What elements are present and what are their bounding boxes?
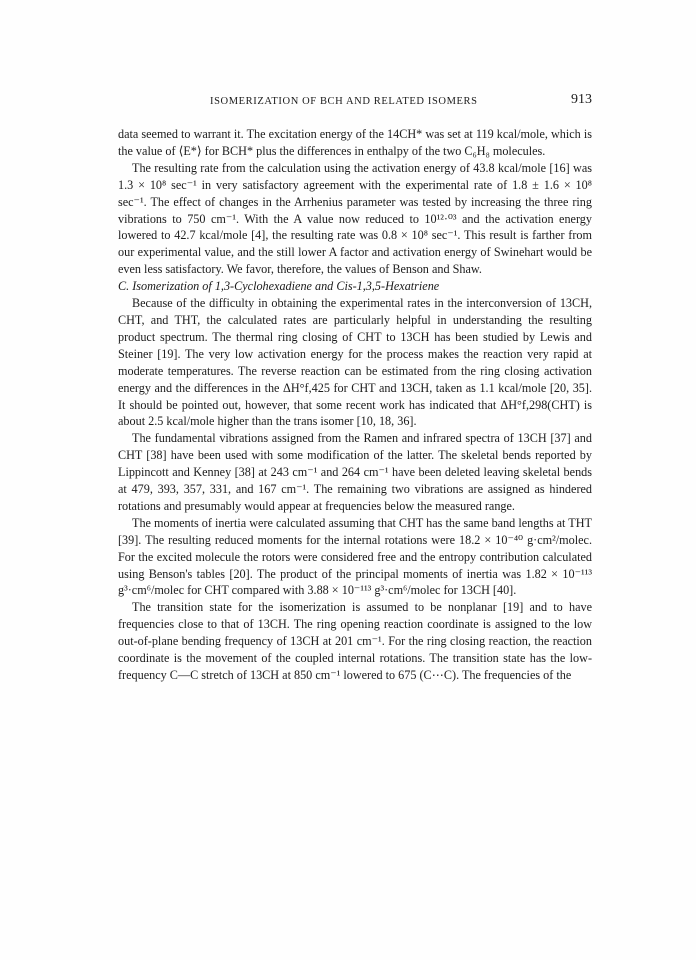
page-header — [118, 92, 592, 114]
paragraph-transition-state: The transition state for the isomerization is assumed to be nonplanar [19] and to have frequencies close to that of 13CH. The ring opening reaction coordinate is assigned to the low out-of-plane bending frequency of 13CH at 201 cm⁻¹. For the ring closing reaction, the reaction coordinate is the movement of the coupled internal rotations. The transition state has the low-frequency C—C stretch of 13CH at 850 cm⁻¹ lowered to 675 (C⋯C). The frequencies of the — [118, 600, 592, 682]
paragraph-rate-calculation: The resulting rate from the calculation using the activation energy of 43.8 kcal/mole [16] was 1.3 × 10⁸ sec⁻¹ in very satisfactory agreement with the experimental rate of 1.8 ± 1.6 × 10⁸ sec⁻¹. The effect of changes in the Arrhenius parameter was tested by increasing the three ring vibrations to 750 cm⁻¹. With the A value now reduced to 10¹²·⁰³ and the activation energy lowered to 42.7 kcal/mole [4], the resulting rate was 0.8 × 10⁸ sec⁻¹. This result is farther from our experimental value, and the still lower A factor and activation energy of Swinehart would be even less satisfactory. We favor, therefore, the values of Benson and Shaw. — [118, 160, 592, 277]
running-head: ISOMERIZATION OF BCH AND RELATED ISOMERS — [210, 96, 478, 107]
body-text — [118, 126, 592, 684]
paragraph-moments-of-inertia: The moments of inertia were calculated assuming that CHT has the same band lengths at THT [39]. The resulting reduced moments for the internal rotations were 18.2 × 10⁻⁴⁰ g·cm²/molec. For the excited molecule the rotors were considered free and the entropy contribution calculated using Benson's tables [20]. The product of the principal moments of inertia was 1.82 × 10⁻¹¹³ g³·cm⁶/molec for CHT compared with 3.88 × 10⁻¹¹³ g³·cm⁶/molec for 13CH [40]. — [118, 515, 592, 598]
paragraph-continuation: data seemed to warrant it. The excitation energy of the 14CH* was set at 119 kcal/mole, which is the value of ⟨E*⟩ for BCH* plus the differences in enthalpy of the two C₆H₈ molecules. — [118, 127, 592, 158]
page-number: 913 — [571, 92, 592, 107]
section-heading: C. Isomerization of 1,3-Cyclohexadiene and Cis-1,3,5-Hexatriene — [118, 279, 440, 294]
paragraph-vibrations: The fundamental vibrations assigned from the Ramen and infrared spectra of 13CH [37] and CHT [38] have been used with some modification of the latter. The skeletal bends reported by Lippincott and Kenney [38] at 243 cm⁻¹ and 264 cm⁻¹ have been deleted leaving skeletal bends at 479, 393, 357, 331, and 167 cm⁻¹. The remaining two vibrations are assigned as hindered rotations and presumably would appear at frequencies below the measured range. — [118, 431, 592, 513]
paragraph-interconversion: Because of the difficulty in obtaining the experimental rates in the interconversion of 13CH, CHT, and THT, the calculated rates are particularly helpful in understanding the resulting product spectrum. The thermal ring closing of CHT to 13CH has been studied by Lewis and Steiner [19]. The very low activation energy for the process makes the reaction very rapid at moderate temperatures. The reverse reaction can be estimated from the ring closing activation energy and the differences in the ΔH°f,425 for CHT and 13CH, taken as 1.1 kcal/mole [20, 35]. It should be pointed out, however, that some recent work has indicated that ΔH°f,298(CHT) is about 2.5 kcal/mole higher than the trans isomer [10, 18, 36]. — [118, 296, 592, 429]
